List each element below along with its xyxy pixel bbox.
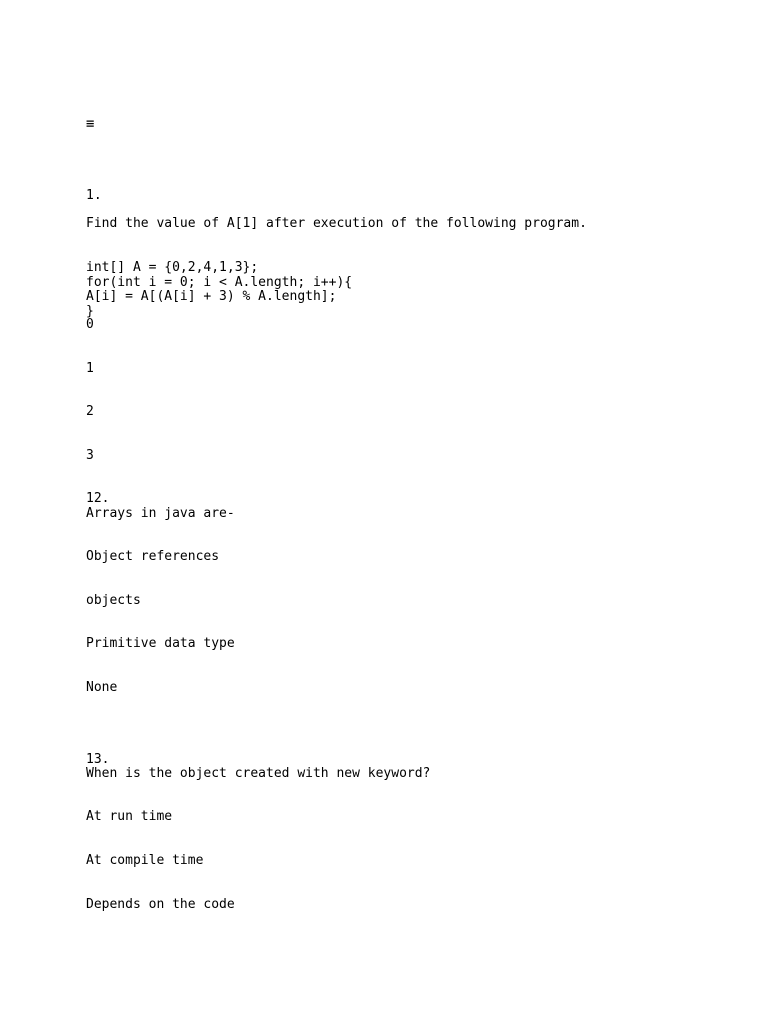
answer-option[interactable]: Primitive data type (86, 636, 235, 651)
answer-option[interactable]: Depends on the code (86, 897, 235, 912)
code-line: for(int i = 0; i < A.length; i++){ (86, 274, 353, 290)
answer-option[interactable]: objects (86, 593, 141, 608)
question-number: 13. (86, 752, 110, 767)
question-text: Find the value of A[1] after execution of the following program. (86, 216, 587, 231)
answer-option[interactable]: None (86, 680, 118, 695)
code-line: A[i] = A[(A[i] + 3) % A.length]; (86, 289, 337, 304)
question-text: Arrays in java are- (86, 506, 235, 521)
answer-option[interactable]: 1 (86, 361, 94, 376)
code-line: int[] A = {0,2,4,1,3}; (86, 260, 259, 275)
answer-option[interactable]: At compile time (86, 853, 204, 868)
answer-option[interactable]: Object references (86, 549, 220, 564)
question-number: 1. (86, 188, 102, 203)
answer-option[interactable]: 2 (86, 404, 94, 419)
code-line: } (86, 303, 94, 319)
question-text: When is the object created with new keyword? (86, 766, 431, 781)
menu-icon[interactable]: ≡ (86, 116, 95, 132)
answer-option[interactable]: 0 (86, 317, 94, 332)
answer-option[interactable]: At run time (86, 809, 173, 824)
answer-option[interactable]: 3 (86, 448, 94, 463)
question-number: 12. (86, 491, 110, 506)
